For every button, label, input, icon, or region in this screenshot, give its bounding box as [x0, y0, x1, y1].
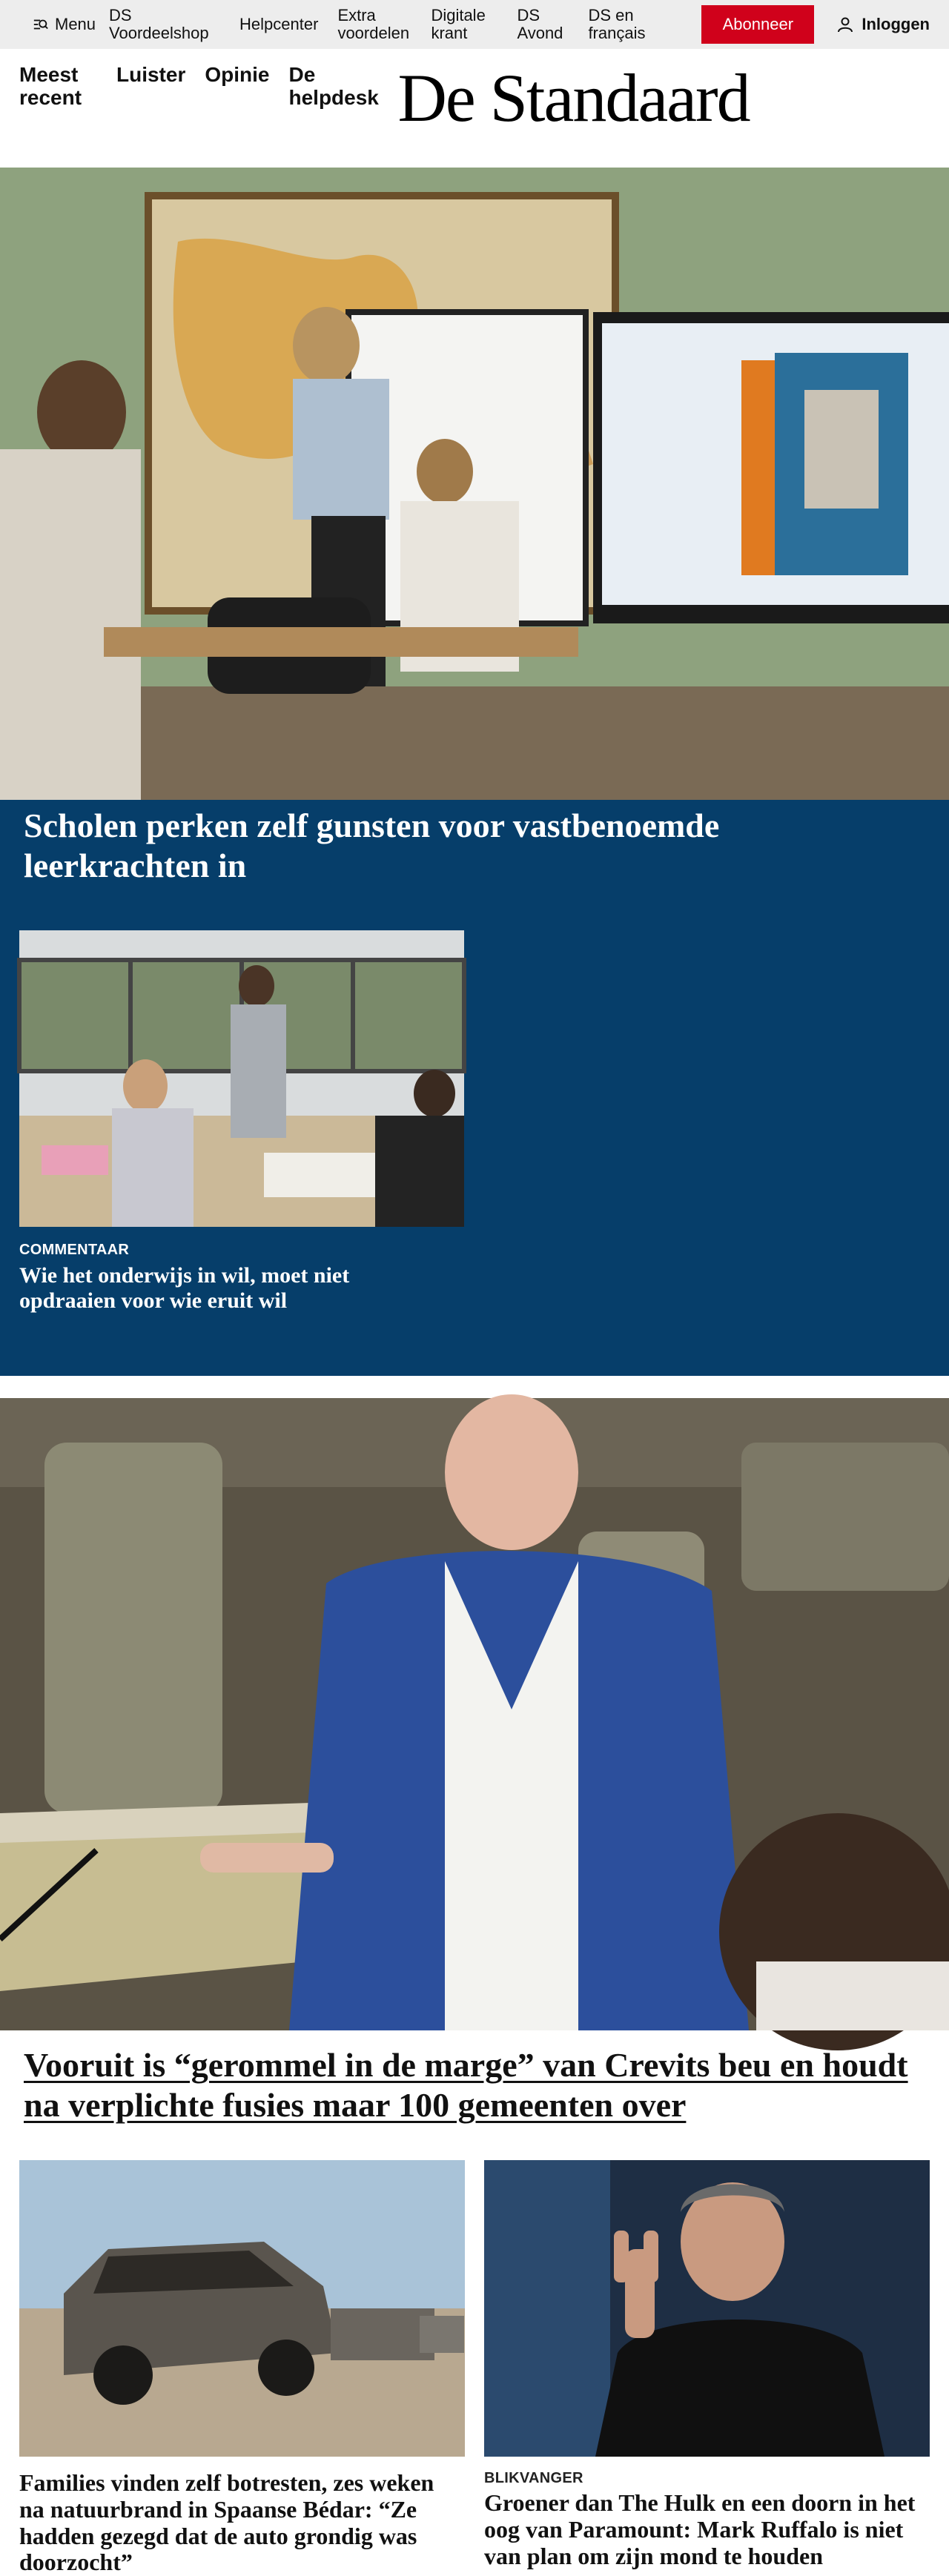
hero-image[interactable]: [0, 168, 949, 800]
commentary-kicker: COMMENTAAR: [19, 1242, 130, 1258]
link-ds-en-francais[interactable]: DS en français: [588, 5, 646, 42]
menu-button[interactable]: [33, 15, 96, 34]
second-article-image[interactable]: [0, 1398, 949, 2030]
article-card[interactable]: [19, 2160, 465, 2576]
subscribe-button[interactable]: Abonneer: [701, 5, 814, 44]
menu-search-icon: [33, 16, 49, 33]
commentary-image[interactable]: [19, 930, 464, 1227]
link-helpcenter[interactable]: Helpcenter: [239, 14, 319, 33]
top-utility-bar: [0, 0, 949, 49]
user-icon: [836, 16, 854, 33]
commentary-title[interactable]: Wie het onderwijs in wil, moet niet opdraaien voor wie eruit wil: [19, 1263, 350, 1313]
classroom-photo: [0, 168, 949, 800]
hero-headline[interactable]: Scholen perken zelf gunsten voor vastbenoemde leerkrachten in: [24, 807, 720, 885]
login-button[interactable]: [836, 15, 930, 34]
login-label: Inloggen: [862, 15, 930, 33]
nav-meest-recent[interactable]: Meest recent: [19, 63, 82, 109]
link-ds-voordeelshop[interactable]: DS Voordeelshop: [109, 5, 209, 42]
spacer: [0, 1376, 949, 1398]
burnt-car-photo: [19, 2160, 465, 2457]
site-logo[interactable]: De Standaard: [397, 60, 750, 136]
actor-portrait-photo: [484, 2160, 930, 2457]
second-article-headline[interactable]: Vooruit is “gerommel in de marge” van Crevits beu en houdt na verplichte fusies maar 100 gemeenten over: [24, 2046, 908, 2125]
article-card[interactable]: [484, 2160, 930, 2576]
nav-luister[interactable]: Luister: [116, 63, 186, 86]
article-card-image[interactable]: [484, 2160, 930, 2457]
nav-de-helpdesk[interactable]: De helpdesk: [288, 63, 379, 109]
main-nav: [19, 64, 381, 110]
hero-article-block[interactable]: [0, 800, 949, 1376]
classroom-teacher-photo: [19, 930, 464, 1227]
article-grid: [0, 2160, 949, 2576]
nav-opinie[interactable]: Opinie: [205, 63, 270, 86]
article-card-title[interactable]: Families vinden zelf botresten, zes weken na natuurbrand in Spaanse Bédar: “Ze hadden gezegd dat de auto grondig was doorzocht”: [19, 2469, 434, 2576]
link-extra-voordelen[interactable]: Extra voordelen: [337, 5, 410, 42]
link-ds-avond[interactable]: DS Avond: [517, 5, 563, 42]
article-card-kicker: BLIKVANGER: [484, 2470, 583, 2486]
site-header: [0, 49, 949, 168]
utility-links: [109, 7, 701, 42]
article-card-image[interactable]: [19, 2160, 465, 2457]
parliament-photo: [0, 1398, 949, 2030]
article-card-title[interactable]: Groener dan The Hulk en een doorn in het oog van Paramount: Mark Ruffalo is niet van plan om zijn mond te houden: [484, 2489, 916, 2569]
menu-label: Menu: [55, 15, 96, 33]
link-digitale-krant[interactable]: Digitale krant: [431, 5, 486, 42]
